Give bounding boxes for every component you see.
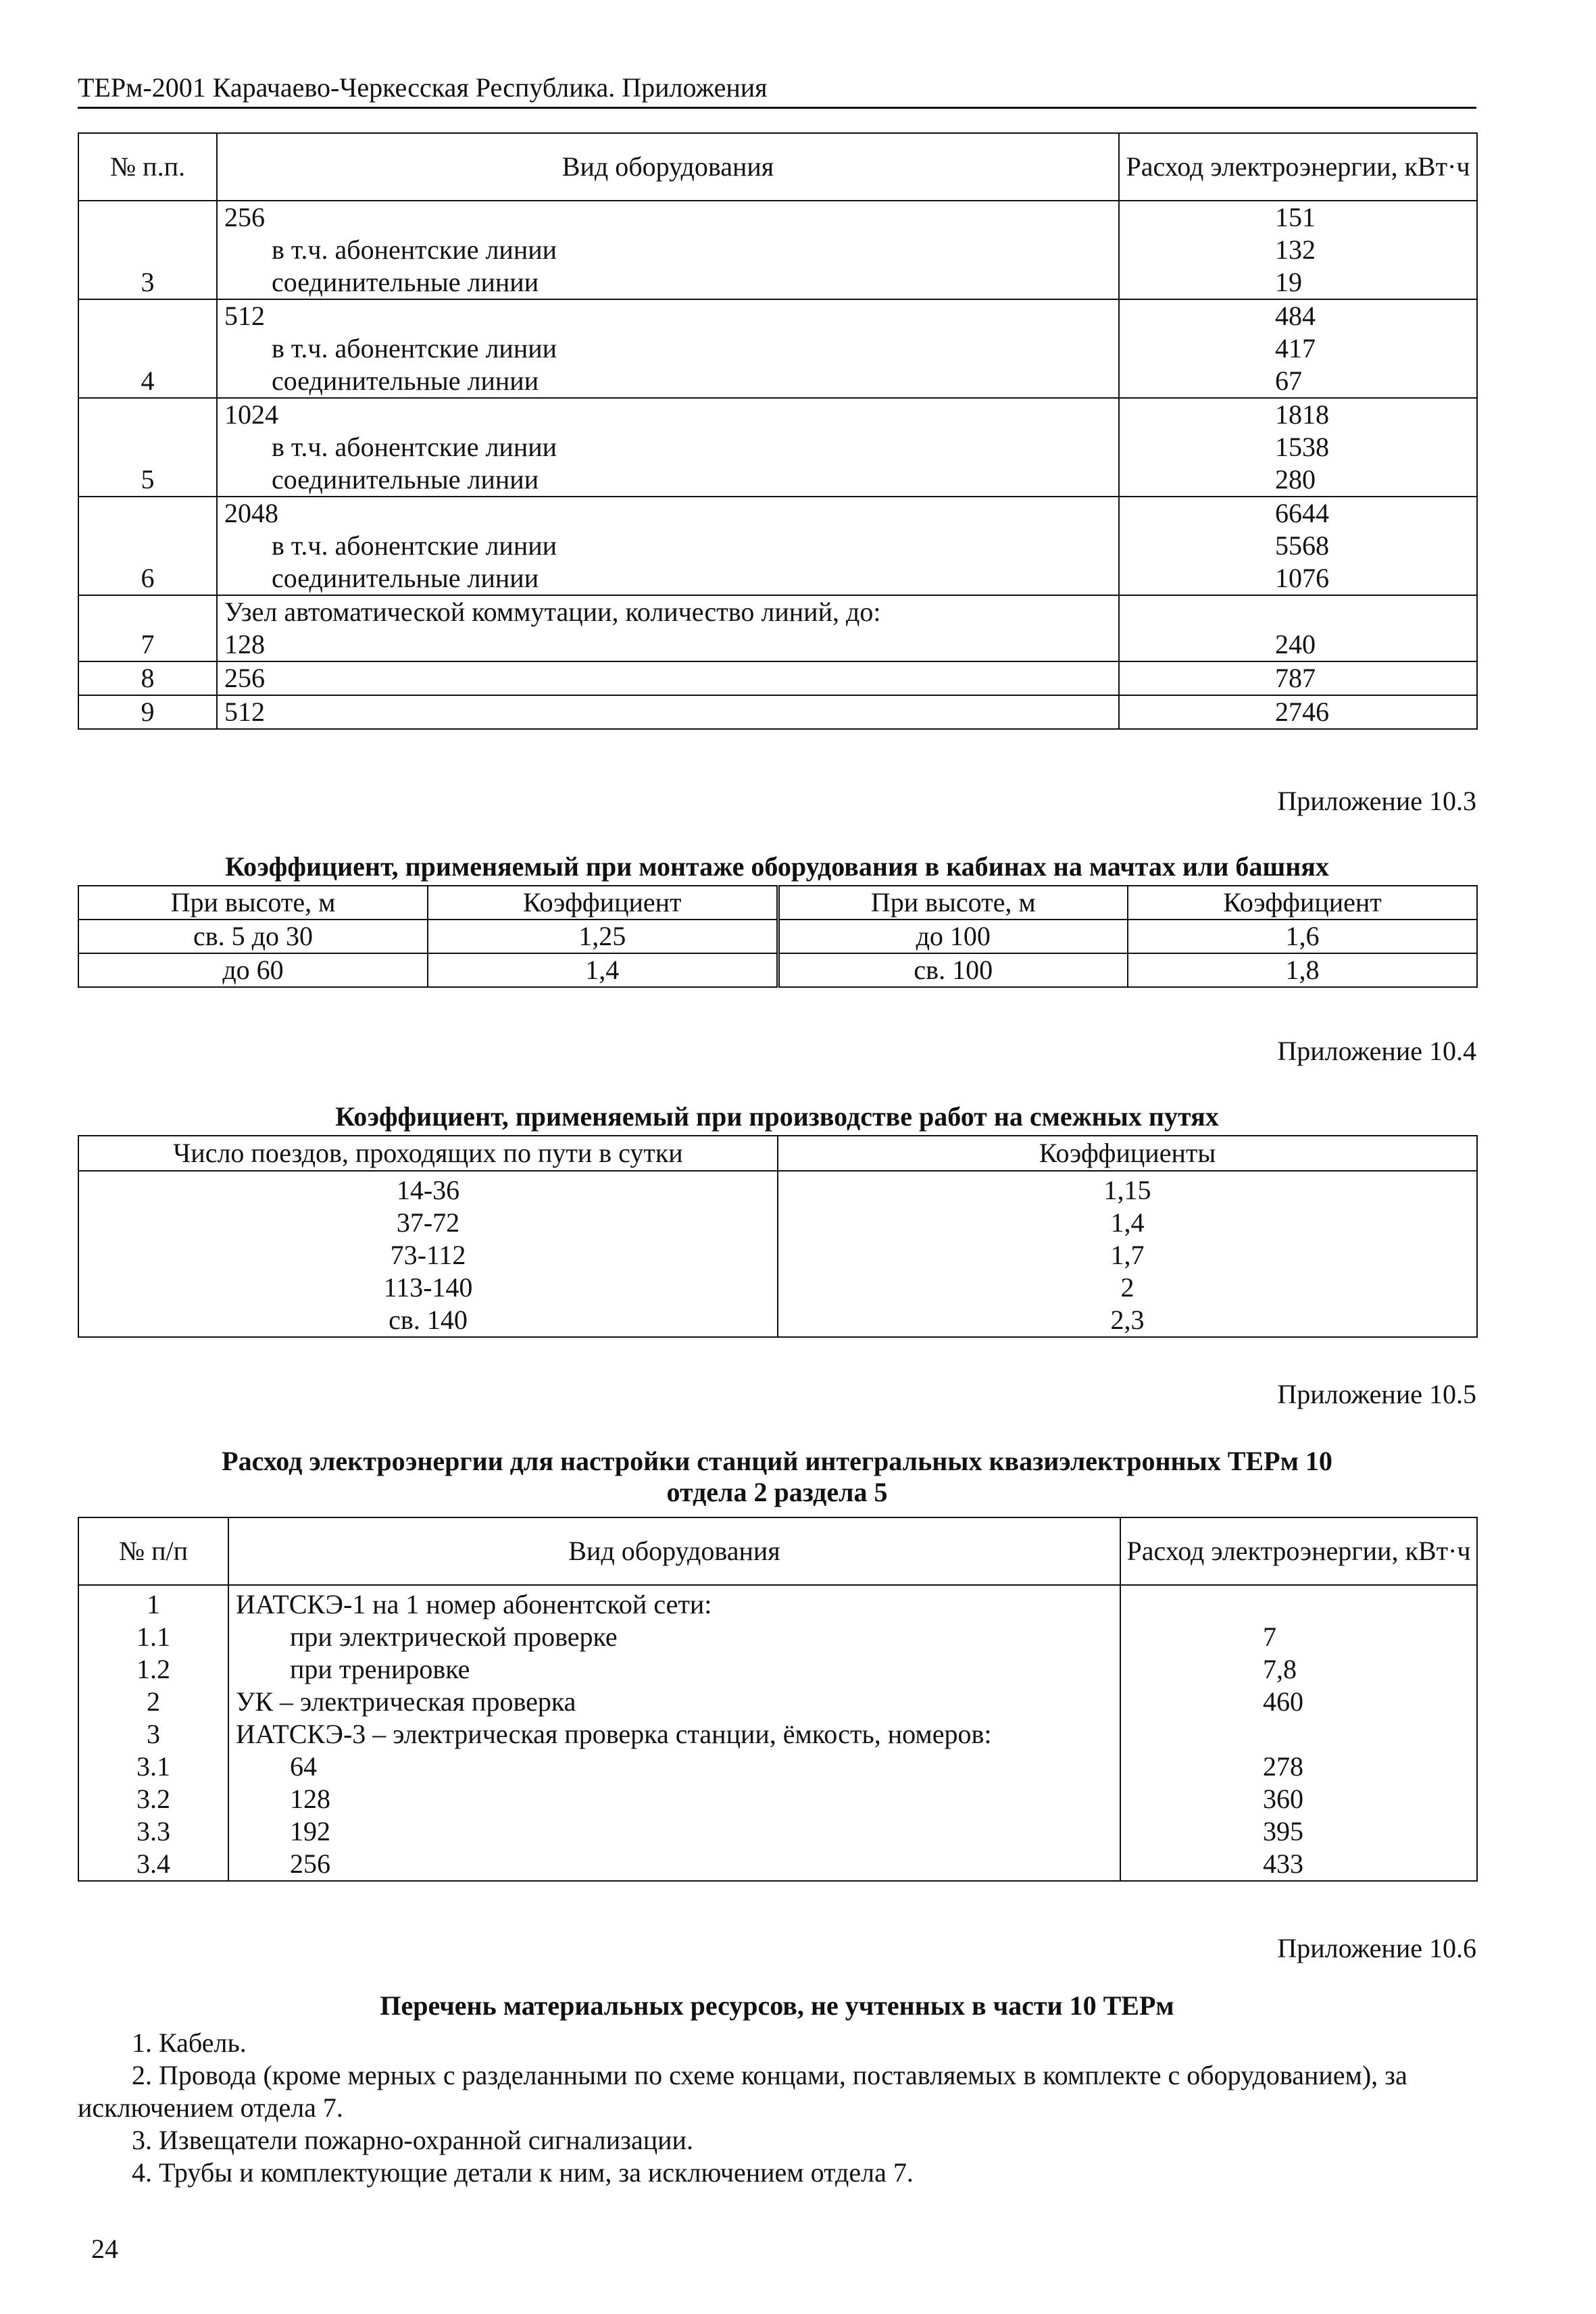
equipment-label: УК – электрическая проверка (236, 1686, 576, 1717)
equipment-label: 192 (290, 1816, 330, 1846)
equipment-cell (217, 595, 1119, 661)
table-title-line1: Расход электроэнергии для настройки станций интегральных квазиэлектронных ТЕРм 10 (222, 1446, 1332, 1476)
consumption-cell (1119, 497, 1477, 595)
equipment-label: 256 (224, 202, 265, 232)
consumption-value: 460 (1263, 1686, 1303, 1717)
equipment-label: в т.ч. абонентские линии (272, 333, 557, 363)
row-number: 3.2 (136, 1784, 170, 1814)
coefficient-cell: 1,8 (1128, 953, 1477, 987)
equipment-cell (228, 1585, 1120, 1881)
consumption-value (1263, 1718, 1476, 1751)
table-row (78, 299, 1477, 398)
equipment-cell (217, 398, 1119, 497)
trains-coefficient-table (78, 1135, 1478, 1338)
col-header-equipment: Вид оборудования (228, 1517, 1120, 1585)
row-number: 2 (147, 1686, 160, 1717)
trains-cell (78, 1171, 778, 1337)
equipment-cell (217, 695, 1119, 729)
list-item: 2. Провода (кроме мерных с разделанными по схеме концами, поставляемых в комплекте с оборудованием), за исключением отдела 7. (78, 2060, 1407, 2123)
row-number: 5 (78, 398, 217, 497)
appendix-label: Приложение 10.6 (1277, 1933, 1476, 1963)
consumption-value (1275, 596, 1476, 628)
height-cell: св. 100 (778, 953, 1128, 987)
trains-value: 14-36 (396, 1175, 460, 1205)
consumption-value: 67 (1275, 366, 1302, 396)
col-header-consumption: Расход электроэнергии, кВт·ч (1119, 133, 1477, 201)
consumption-value: 395 (1263, 1816, 1303, 1846)
table-row (78, 595, 1477, 661)
equipment-label: 512 (224, 697, 265, 727)
col-header-coefficient: Коэффициент (428, 886, 778, 920)
coefficient-value: 2,3 (1110, 1305, 1145, 1335)
table-row (78, 953, 1477, 987)
row-number: 7 (78, 595, 217, 661)
row-number: 9 (78, 695, 217, 729)
consumption-value: 151 (1275, 202, 1316, 232)
trains-value: 73-112 (390, 1240, 466, 1270)
consumption-cell (1120, 1585, 1477, 1881)
col-header-consumption: Расход электроэнергии, кВт·ч (1120, 1517, 1477, 1585)
consumption-value: 19 (1275, 267, 1302, 297)
col-header-coefficient: Коэффициент (1128, 886, 1477, 920)
col-header-num: № п/п (78, 1517, 228, 1585)
row-number: 8 (78, 661, 217, 695)
col-header-trains: Число поездов, проходящих по пути в сутки (78, 1136, 778, 1171)
row-number: 6 (78, 497, 217, 595)
row-number: 1.2 (136, 1654, 170, 1684)
consumption-value: 278 (1263, 1751, 1303, 1782)
equipment-label: ИАТСКЭ-3 – электрическая проверка станции, ёмкость, номеров: (236, 1719, 992, 1749)
number-cell (78, 1585, 228, 1881)
equipment-label: при электрической проверке (290, 1621, 618, 1652)
row-number: 4 (78, 299, 217, 398)
consumption-cell (1119, 695, 1477, 729)
consumption-value: 484 (1275, 301, 1316, 331)
col-header-num: № п.п. (78, 133, 217, 201)
equipment-cell (217, 661, 1119, 695)
equipment-power-table (78, 132, 1478, 730)
coefficient-cell: 1,4 (428, 953, 778, 987)
appendix-label: Приложение 10.4 (1277, 1036, 1476, 1066)
row-number: 3.3 (136, 1816, 170, 1846)
equipment-label: 64 (290, 1751, 317, 1782)
consumption-cell (1119, 595, 1477, 661)
row-number: 3.4 (136, 1848, 170, 1879)
table-title: Коэффициент, применяемый при производстве работ на смежных путях (335, 1101, 1219, 1132)
equipment-label: ИАТСКЭ-1 на 1 номер абонентской сети: (236, 1589, 712, 1619)
consumption-value: 360 (1263, 1784, 1303, 1814)
trains-value: 37-72 (396, 1207, 460, 1238)
consumption-value: 2746 (1275, 697, 1329, 727)
table-row (78, 1585, 1477, 1881)
equipment-label: в т.ч. абонентские линии (272, 530, 557, 561)
table-row (78, 497, 1477, 595)
consumption-value: 240 (1275, 629, 1316, 659)
consumption-value: 7,8 (1263, 1654, 1297, 1684)
trains-value: св. 140 (389, 1305, 468, 1335)
consumption-value: 6644 (1275, 498, 1329, 528)
col-header-coefficients: Коэффициенты (778, 1136, 1477, 1171)
equipment-label: соединительные линии (272, 464, 539, 495)
equipment-cell (217, 299, 1119, 398)
consumption-cell (1119, 201, 1477, 299)
consumption-cell (1119, 661, 1477, 695)
coefficient-value: 1,7 (1110, 1240, 1145, 1270)
table-row (78, 695, 1477, 729)
table-row (78, 201, 1477, 299)
height-cell: до 60 (78, 953, 428, 987)
table-row (78, 398, 1477, 497)
col-header-height: При высоте, м (778, 886, 1128, 920)
consumption-value: 1076 (1275, 563, 1329, 593)
equipment-label: в т.ч. абонентские линии (272, 234, 557, 265)
col-header-height: При высоте, м (78, 886, 428, 920)
coefficient-value: 2 (1120, 1272, 1134, 1303)
equipment-label: 512 (224, 301, 265, 331)
table-row (78, 661, 1477, 695)
equipment-label: соединительные линии (272, 563, 539, 593)
table-title: Коэффициент, применяемый при монтаже оборудования в кабинах на мачтах или башнях (225, 851, 1329, 882)
consumption-value: 132 (1275, 234, 1316, 265)
table-row (78, 1171, 1477, 1337)
consumption-value: 417 (1275, 333, 1316, 363)
height-coefficient-table (78, 885, 1478, 988)
equipment-label: 256 (290, 1848, 330, 1879)
coefficient-cell: 1,6 (1128, 920, 1477, 953)
consumption-value: 280 (1275, 464, 1316, 495)
page-number: 24 (91, 2234, 118, 2264)
header-rule (78, 107, 1476, 109)
equipment-label: в т.ч. абонентские линии (272, 432, 557, 462)
consumption-value: 1538 (1275, 432, 1329, 462)
row-number: 1.1 (136, 1621, 170, 1652)
equipment-cell (217, 497, 1119, 595)
consumption-value: 5568 (1275, 530, 1329, 561)
table-title-line2: отдела 2 раздела 5 (666, 1477, 888, 1507)
resources-list (78, 2027, 1476, 2189)
equipment-label: 128 (290, 1784, 330, 1814)
coefficient-cell (778, 1171, 1477, 1337)
coefficient-value: 1,4 (1110, 1207, 1145, 1238)
equipment-label: 128 (224, 629, 265, 659)
equipment-label: соединительные линии (272, 366, 539, 396)
running-title: ТЕРм-2001 Карачаево-Черкесская Республика. Приложения (78, 72, 768, 103)
station-power-table (78, 1517, 1478, 1882)
consumption-value: 1818 (1275, 399, 1329, 430)
row-number: 3 (78, 201, 217, 299)
list-item: 1. Кабель. (132, 2028, 247, 2058)
list-item: 4. Трубы и комплектующие детали к ним, за исключением отдела 7. (132, 2157, 914, 2188)
consumption-value: 787 (1275, 663, 1316, 693)
consumption-value (1263, 1588, 1476, 1621)
table-row (78, 920, 1477, 953)
trains-value: 113-140 (383, 1272, 473, 1303)
col-header-equipment: Вид оборудования (217, 133, 1119, 201)
height-cell: св. 5 до 30 (78, 920, 428, 953)
coefficient-cell: 1,25 (428, 920, 778, 953)
consumption-value: 433 (1263, 1848, 1303, 1879)
equipment-label: 2048 (224, 498, 278, 528)
consumption-cell (1119, 299, 1477, 398)
equipment-label: Узел автоматической коммутации, количество линий, до: (224, 597, 881, 627)
equipment-cell (217, 201, 1119, 299)
coefficient-value: 1,15 (1103, 1175, 1151, 1205)
list-item: 3. Извещатели пожарно-охранной сигнализации. (132, 2125, 693, 2155)
appendix-label: Приложение 10.5 (1277, 1379, 1476, 1409)
equipment-label: соединительные линии (272, 267, 539, 297)
appendix-label: Приложение 10.3 (1277, 786, 1476, 816)
consumption-value: 7 (1263, 1621, 1276, 1652)
row-number: 3 (147, 1719, 160, 1749)
consumption-cell (1119, 398, 1477, 497)
equipment-label: 1024 (224, 399, 278, 430)
equipment-label: 256 (224, 663, 265, 693)
row-number: 1 (147, 1589, 160, 1619)
equipment-label: при тренировке (290, 1654, 470, 1684)
row-number: 3.1 (136, 1751, 170, 1782)
list-title: Перечень материальных ресурсов, не учтенных в части 10 ТЕРм (380, 1990, 1174, 2021)
height-cell: до 100 (778, 920, 1128, 953)
